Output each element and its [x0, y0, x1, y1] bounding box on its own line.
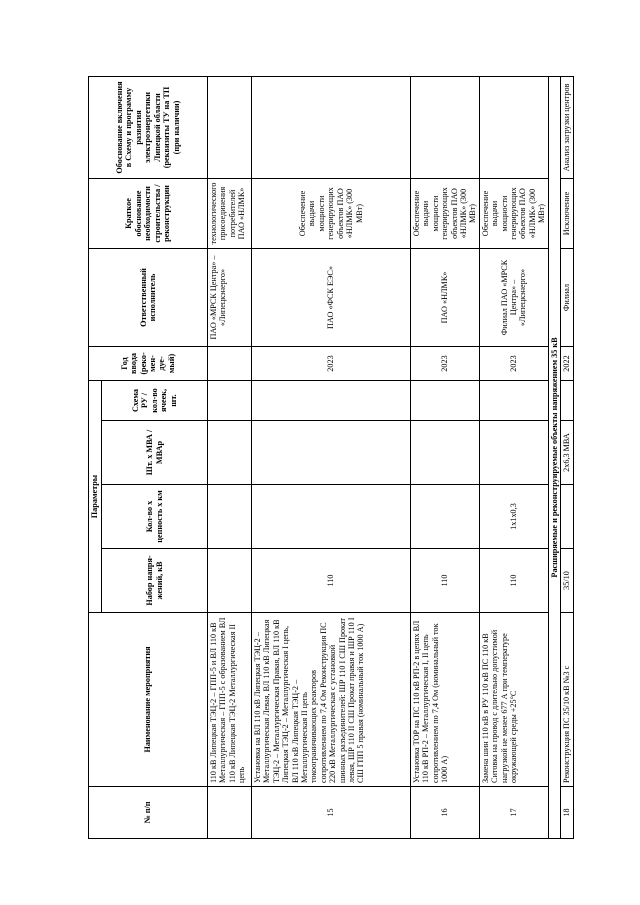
row-ru [479, 381, 548, 421]
header-params: Параметры [89, 381, 102, 613]
header-transformers: Шт. х МВА / МВАр [102, 421, 208, 485]
row-transformers [411, 421, 480, 485]
row-name: Реконструкция ПС 35/10 кВ №3 с [561, 613, 573, 787]
row-voltages: 110 [252, 549, 411, 613]
table-row [561, 77, 573, 839]
row-ru [561, 381, 573, 421]
table-row [479, 77, 548, 839]
row-length: 1х1х0,3 [479, 485, 548, 549]
row-transformers [208, 421, 252, 485]
row-length [252, 485, 411, 549]
row-resp: ПАО «ФСК ЕЭС» [252, 249, 411, 347]
row-reason [479, 77, 548, 179]
row-year: 2023 [252, 347, 411, 381]
row-summary: Исключение [561, 179, 573, 249]
table-row [208, 77, 252, 839]
header-length: Кол-во х цепность х км [102, 485, 208, 549]
row-summary: Обеспечение выдачи мощности генерирующих объектов ПАО «НЛМК» (300 МВт) [252, 179, 411, 249]
row-name: 110 кВ Липецкая ТЭЦ-2 – ГПП-5 и ВЛ 110 кВ Металлургическая – ГПП-5 с образованием ВЛ 110 кВ Липецкая ТЭЦ-2 Металлургическая II цепь [208, 613, 252, 787]
row-year [208, 347, 252, 381]
row-length [411, 485, 480, 549]
row-num: 16 [411, 787, 480, 839]
row-name: Установка ТОР на ПС 110 кВ РП-2 в цепях ВЛ 110 кВ РП-2 – Металлургическая I, II цепь сопротивлением по 7,4 Ом (номинальный ток 1000 А) [411, 613, 480, 787]
row-num: 17 [479, 787, 548, 839]
header-year: Год ввода (реко-мен-дуе-мый) [89, 347, 208, 381]
row-voltages: 35/10 [561, 549, 573, 613]
row-num [208, 787, 252, 839]
row-year: 2023 [411, 347, 480, 381]
section-row [548, 77, 560, 839]
section-title: Расширяемые и реконструируемые объекты напряжением 35 кВ [548, 77, 560, 839]
row-length [208, 485, 252, 549]
row-year: 2023 [479, 347, 548, 381]
row-resp: ПАО «НЛМК» [411, 249, 480, 347]
row-name: Замена шин 110 кВ в РУ 110 кВ ПС 110 кВ Ситовка на провод с длительно допустимой нагрузкой не менее 677 А при температуре окружающей среды +25°С [479, 613, 548, 787]
row-voltages [208, 549, 252, 613]
row-transformers [252, 421, 411, 485]
header-row-1 [89, 77, 102, 839]
header-ru: Схема РУ / кол-во ячеек, шт. [102, 381, 208, 421]
row-reason [411, 77, 480, 179]
header-resp: Ответственный исполнитель [89, 249, 208, 347]
row-reason [252, 77, 411, 179]
header-num: № п/п [89, 787, 208, 839]
row-ru [208, 381, 252, 421]
table-row [411, 77, 480, 839]
header-voltages: Набор напря-жений, кВ [102, 549, 208, 613]
row-year: 2022 [561, 347, 573, 381]
row-num: 18 [561, 787, 573, 839]
row-length [561, 485, 573, 549]
row-ru [252, 381, 411, 421]
measures-table [88, 76, 574, 839]
row-summary: Обеспечение выдачи мощности генерирующих объектов ПАО «НЛМК» (300 МВт) [479, 179, 548, 249]
row-resp: ПАО «МРСК Центра» – «Липецкэнерго» [208, 249, 252, 347]
header-summary: Краткое обоснование необходимости строительства / реконструкции [89, 179, 208, 249]
row-transformers [479, 421, 548, 485]
row-voltages: 110 [479, 549, 548, 613]
header-name: Наименование мероприятия [89, 613, 208, 787]
row-num: 15 [252, 787, 411, 839]
row-voltages: 110 [411, 549, 480, 613]
row-name: Установка на ВЛ 110 кВ Липецкая ТЭЦ-2 – Металлургическая Левая, ВЛ 110 кВ Липецкая ТЭЦ-2 – Металлургическая Правая, ВЛ 110 кВ Липецкая ТЭЦ-2 – Металлургическая I цепь, ВЛ 110 кВ Липецкая ТЭЦ-2 – Металлургическая II цепь токоограничивающих реакторов сопротивлением по 7,4 Ом Реконструкция ПС 220 кВ Металлургическая с установкой шинных разъединителей: ШР 110 I СШ Прокат левая, ШР 110 II СШ Прокат правая и ШР 110 I СШ ГПП 5 правая (номинальный ток 1000 А) [252, 613, 411, 787]
row-reason [208, 77, 252, 179]
row-summary: технологического присоединения потребителей ПАО «НЛМК» [208, 179, 252, 249]
row-summary: Обеспечение выдачи мощности генерирующих объектов ПАО «НЛМК» (300 МВт) [411, 179, 480, 249]
row-resp: Филиал [561, 249, 573, 347]
row-resp: Филиал ПАО «МРСК Центра» – «Липецкэнерго» [479, 249, 548, 347]
row-ru [411, 381, 480, 421]
row-transformers: 2х6,3 МВА [561, 421, 573, 485]
table-row [252, 77, 411, 839]
row-reason: Анализ загрузки центров [561, 77, 573, 179]
header-reason: Обоснование включения в Схему и программу развития электроэнергетики Липецкой области (реквизиты ТУ на ТП (при наличии) [89, 77, 208, 179]
